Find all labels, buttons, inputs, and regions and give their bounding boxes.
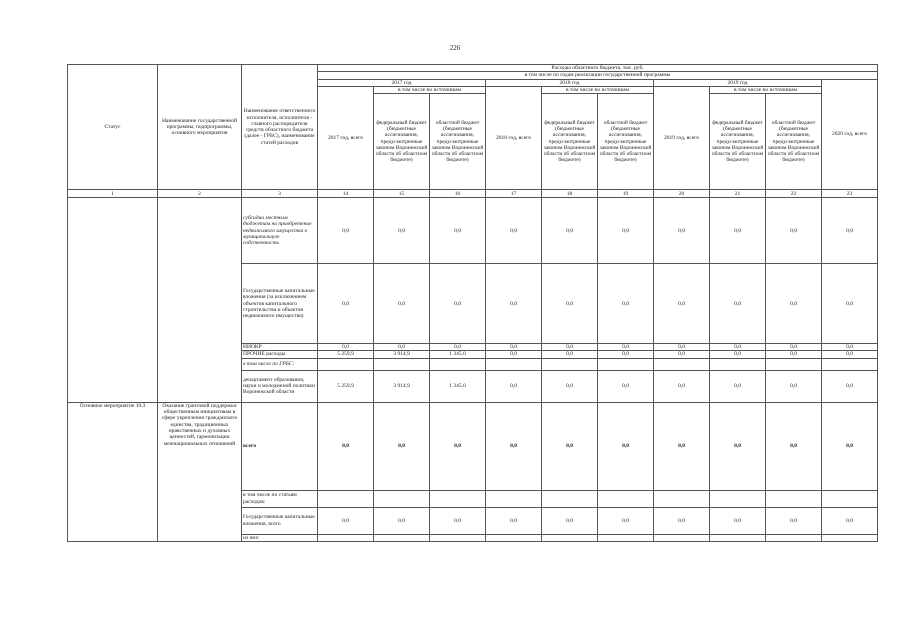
header-regional-2017: областной бюджет (бюджетные ассигнования, предусмотренные законом Воронежской области об областном бюджете) bbox=[430, 94, 486, 190]
header-federal-2019: федеральный бюджет (бюджетные ассигнования, предусмотренные законом Воронежской области об областном бюджете) bbox=[710, 94, 766, 190]
col-num: 3 bbox=[242, 190, 318, 198]
header-regional-2018: областной бюджет (бюджетные ассигнования, предусмотренные законом Воронежской области об областном бюджете) bbox=[598, 94, 654, 190]
value-cell: 0,0 bbox=[654, 198, 710, 264]
row-label-niokr: НИОКР bbox=[242, 344, 318, 351]
value-cell: 0,0 bbox=[598, 370, 654, 402]
empty-cell bbox=[542, 490, 598, 507]
empty-cell bbox=[486, 490, 542, 507]
col-num: 15 bbox=[374, 190, 430, 198]
empty-cell bbox=[430, 358, 486, 370]
value-cell: 5 259,9 bbox=[318, 351, 374, 358]
value-cell: 0,0 bbox=[654, 344, 710, 351]
value-cell: 0,0 bbox=[598, 402, 654, 490]
empty-cell bbox=[710, 358, 766, 370]
col-num: 18 bbox=[542, 190, 598, 198]
empty-cell bbox=[542, 358, 598, 370]
empty-cell bbox=[822, 534, 878, 541]
value-cell: 1 345,0 bbox=[430, 351, 486, 358]
value-cell: 0,0 bbox=[710, 507, 766, 534]
value-cell: 0,0 bbox=[430, 264, 486, 344]
col-num: 22 bbox=[766, 190, 822, 198]
value-cell: 0,0 bbox=[654, 264, 710, 344]
value-cell: 0,0 bbox=[374, 198, 430, 264]
value-cell: 0,0 bbox=[822, 198, 878, 264]
value-cell: 0,0 bbox=[374, 402, 430, 490]
header-status: Статус bbox=[68, 65, 158, 190]
row-label-by-articles: в том числе по статьям расходов: bbox=[242, 490, 318, 507]
value-cell: 0,0 bbox=[710, 198, 766, 264]
table-row bbox=[68, 402, 878, 490]
value-cell: 0,0 bbox=[710, 351, 766, 358]
empty-cell bbox=[598, 490, 654, 507]
col-num: 1 bbox=[68, 190, 158, 198]
empty-cell bbox=[374, 358, 430, 370]
row-label-measure-total: всего bbox=[242, 402, 318, 490]
col-num: 21 bbox=[710, 190, 766, 198]
value-cell: 0,0 bbox=[542, 507, 598, 534]
value-cell: 0,0 bbox=[486, 198, 542, 264]
empty-cell bbox=[542, 534, 598, 541]
value-cell: 0,0 bbox=[766, 344, 822, 351]
value-cell: 0,0 bbox=[374, 344, 430, 351]
value-cell: 0,0 bbox=[598, 264, 654, 344]
empty-cell bbox=[318, 534, 374, 541]
value-cell: 0,0 bbox=[822, 507, 878, 534]
program-cell-empty bbox=[158, 198, 242, 403]
value-cell: 0,0 bbox=[374, 507, 430, 534]
value-cell: 0,0 bbox=[598, 507, 654, 534]
header-total-2017: 2017 год, всего bbox=[318, 86, 374, 189]
row-label-department: департамент образования, науки и молодежной политики Воронежской области bbox=[242, 370, 318, 402]
value-cell: 0,0 bbox=[486, 344, 542, 351]
empty-cell bbox=[598, 358, 654, 370]
empty-cell bbox=[318, 490, 374, 507]
col-num: 2 bbox=[158, 190, 242, 198]
header-year-2017: 2017 год bbox=[318, 79, 486, 86]
value-cell: 0,0 bbox=[654, 351, 710, 358]
header-total-2018: 2018 год, всего bbox=[486, 86, 542, 189]
empty-cell bbox=[710, 490, 766, 507]
value-cell: 0,0 bbox=[318, 507, 374, 534]
header-sources-2019: в том числе по источникам bbox=[710, 86, 822, 93]
value-cell: 0,0 bbox=[710, 370, 766, 402]
value-cell: 0,0 bbox=[486, 402, 542, 490]
empty-cell bbox=[374, 490, 430, 507]
header-executor: Наименование ответственного исполнителя, исполнителя - главного распорядителя средств областного бюджета (далее - ГРБС), наименование статей расходов bbox=[242, 65, 318, 190]
value-cell: 0,0 bbox=[822, 370, 878, 402]
value-cell: 0,0 bbox=[710, 344, 766, 351]
value-cell: 0,0 bbox=[766, 507, 822, 534]
value-cell: 0,0 bbox=[542, 402, 598, 490]
measure-name: Оказание грантовой поддержки общественным инициативам в сфере укрепления гражданского единства, традиционных нравственных и духовных ценностей, гармонизации межнациональных отношений bbox=[158, 402, 242, 541]
value-cell: 0,0 bbox=[486, 370, 542, 402]
empty-cell bbox=[710, 534, 766, 541]
row-label-grbs-note: в том числе по ГРБС: bbox=[242, 358, 318, 370]
empty-cell bbox=[318, 358, 374, 370]
header-year-2019: 2019 год bbox=[654, 79, 822, 86]
value-cell: 3 914,9 bbox=[374, 351, 430, 358]
value-cell: 0,0 bbox=[542, 351, 598, 358]
value-cell: 0,0 bbox=[318, 402, 374, 490]
header-regional-2019: областной бюджет (бюджетные ассигнования, предусмотренные законом Воронежской области об областном бюджете) bbox=[766, 94, 822, 190]
col-num: 17 bbox=[486, 190, 542, 198]
value-cell: 0,0 bbox=[766, 264, 822, 344]
value-cell: 0,0 bbox=[822, 402, 878, 490]
value-cell: 0,0 bbox=[318, 264, 374, 344]
value-cell: 0,0 bbox=[822, 344, 878, 351]
column-number-row bbox=[68, 190, 878, 198]
empty-cell bbox=[822, 490, 878, 507]
col-num: 16 bbox=[430, 190, 486, 198]
empty-cell bbox=[430, 534, 486, 541]
header-expenses-title: Расходы областного бюджета, тыс. руб. bbox=[318, 65, 878, 72]
value-cell: 0,0 bbox=[654, 507, 710, 534]
value-cell: 0,0 bbox=[710, 402, 766, 490]
row-label-capital: Государственные капитальные вложения (за исключением объектов капитального строительства и объектов недвижимого имущества) bbox=[242, 264, 318, 344]
value-cell: 0,0 bbox=[766, 198, 822, 264]
value-cell: 0,0 bbox=[318, 198, 374, 264]
value-cell: 0,0 bbox=[486, 351, 542, 358]
value-cell: 0,0 bbox=[542, 344, 598, 351]
empty-cell bbox=[822, 358, 878, 370]
value-cell: 0,0 bbox=[542, 264, 598, 344]
value-cell: 0,0 bbox=[430, 402, 486, 490]
header-sources-2017: в том числе по источникам bbox=[374, 86, 486, 93]
header-federal-2018: федеральный бюджет (бюджетные ассигнования, предусмотренные законом Воронежской области об областном бюджете) bbox=[542, 94, 598, 190]
row-label-subsidies: субсидии местным бюджетам на приобретение недвижимого имущества в муниципальную собственность bbox=[242, 198, 318, 264]
empty-cell bbox=[486, 358, 542, 370]
value-cell: 0,0 bbox=[318, 344, 374, 351]
empty-cell bbox=[654, 490, 710, 507]
value-cell: 0,0 bbox=[766, 351, 822, 358]
row-label-of-them: из них: bbox=[242, 534, 318, 541]
value-cell: 0,0 bbox=[766, 370, 822, 402]
value-cell: 0,0 bbox=[486, 264, 542, 344]
empty-cell bbox=[374, 534, 430, 541]
empty-cell bbox=[654, 534, 710, 541]
value-cell: 0,0 bbox=[598, 351, 654, 358]
row-label-other: ПРОЧИЕ расходы bbox=[242, 351, 318, 358]
value-cell: 0,0 bbox=[430, 198, 486, 264]
value-cell: 0,0 bbox=[822, 264, 878, 344]
value-cell: 0,0 bbox=[654, 402, 710, 490]
value-cell: 0,0 bbox=[598, 198, 654, 264]
header-federal-2017: федеральный бюджет (бюджетные ассигнования, предусмотренные законом Воронежской области об областном бюджете) bbox=[374, 94, 430, 190]
value-cell: 5 259,9 bbox=[318, 370, 374, 402]
empty-cell bbox=[766, 490, 822, 507]
col-num: 19 bbox=[598, 190, 654, 198]
header-sources-2018: в том числе по источникам bbox=[542, 86, 654, 93]
page-number: 226 bbox=[449, 44, 461, 52]
header-total-2020: 2020 год, всего bbox=[822, 79, 878, 190]
status-cell-empty bbox=[68, 198, 158, 403]
table-row bbox=[68, 198, 878, 264]
value-cell: 0,0 bbox=[654, 370, 710, 402]
empty-cell bbox=[598, 534, 654, 541]
empty-cell bbox=[766, 534, 822, 541]
col-num: 20 bbox=[654, 190, 710, 198]
col-num: 14 bbox=[318, 190, 374, 198]
col-num: 23 bbox=[822, 190, 878, 198]
value-cell: 0,0 bbox=[430, 344, 486, 351]
header-year-2018: 2018 год bbox=[486, 79, 654, 86]
value-cell: 0,0 bbox=[766, 402, 822, 490]
value-cell: 0,0 bbox=[822, 351, 878, 358]
row-label-capital-total: Государственные капитальные вложения, всего bbox=[242, 507, 318, 534]
empty-cell bbox=[766, 358, 822, 370]
empty-cell bbox=[486, 534, 542, 541]
value-cell: 0,0 bbox=[486, 507, 542, 534]
value-cell: 0,0 bbox=[542, 198, 598, 264]
value-cell: 0,0 bbox=[430, 507, 486, 534]
measure-status: Основное мероприятие 10.3 bbox=[68, 402, 158, 541]
value-cell: 0,0 bbox=[710, 264, 766, 344]
value-cell: 0,0 bbox=[542, 370, 598, 402]
header-by-years: в том числе по годам реализации государственной программы bbox=[318, 72, 878, 79]
value-cell: 0,0 bbox=[374, 264, 430, 344]
budget-table bbox=[67, 64, 878, 542]
header-program-name: Наименование государственной программы, подпрограммы, основного мероприятия bbox=[158, 65, 242, 190]
header-total-2019: 2019 год, всего bbox=[654, 86, 710, 189]
empty-cell bbox=[654, 358, 710, 370]
empty-cell bbox=[430, 490, 486, 507]
value-cell: 3 914,9 bbox=[374, 370, 430, 402]
value-cell: 1 345,0 bbox=[430, 370, 486, 402]
value-cell: 0,0 bbox=[598, 344, 654, 351]
